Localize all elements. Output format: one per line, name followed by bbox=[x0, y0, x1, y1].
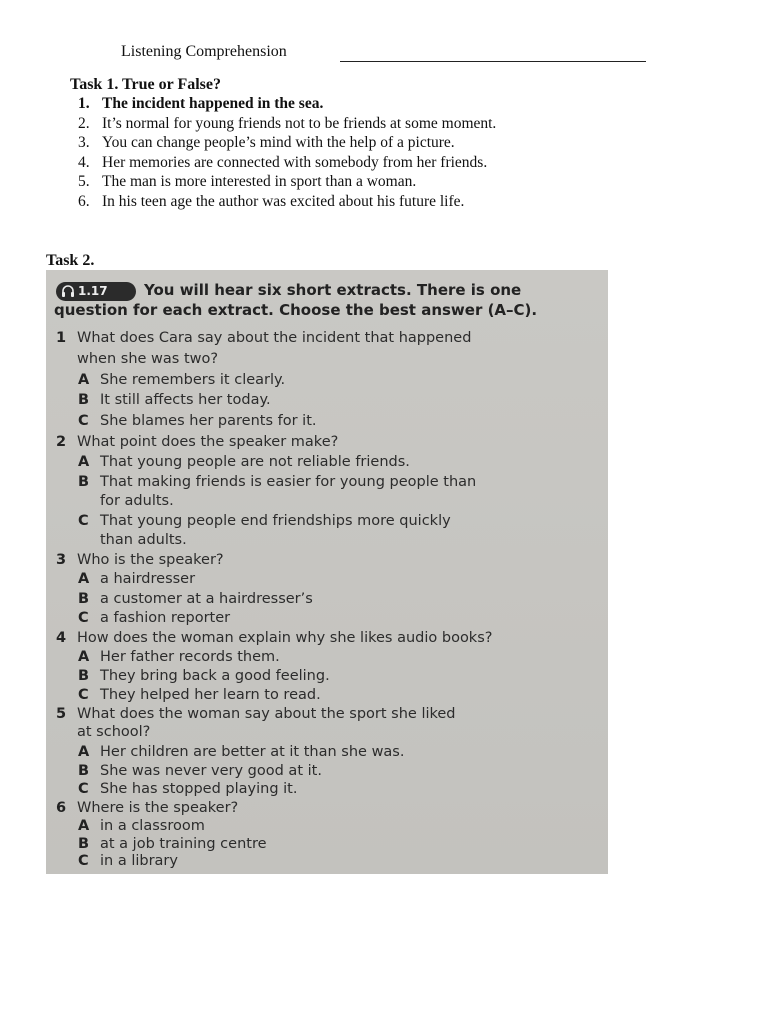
task1-title: Task 1. True or False? bbox=[70, 76, 221, 93]
track-number: 1.17 bbox=[78, 284, 108, 298]
list-item: 1. The incident happened in the sea. bbox=[78, 95, 324, 112]
list-item: 2. It’s normal for young friends not to be friends at some moment. bbox=[78, 114, 497, 132]
task2-instruction: You will hear six short extracts. There is one question for each extract. Choose the best answer (A–C). bbox=[54, 281, 538, 319]
list-item: 5. The man is more interested in sport than a woman. bbox=[78, 173, 417, 191]
task2-title: Task 2. bbox=[46, 252, 95, 269]
page-title: Listening Comprehension bbox=[121, 43, 287, 60]
list-item: 6. In his teen age the author was excited about his future life. bbox=[78, 192, 465, 210]
list-item: 3. You can change people’s mind with the help of a picture. bbox=[78, 134, 455, 152]
true-false-list bbox=[78, 94, 496, 212]
list-item: 4. Her memories are connected with somebody from her friends. bbox=[78, 153, 488, 171]
name-blank-line bbox=[340, 61, 646, 62]
textbook-photo: 1.17 You will hear six short extracts. There is one question for each extract. Choose the best answer (A–C). 1 What does Cara say about the incident that happened when she was two? A She remembers it clearly. B It still affects her today. C She blames her parents for it. 2 What point does the speaker make? A That young people are not reliable friends. B That making friends is easier for young people than for adults. C That young people end friendships more quickly than adults. 3 Who is the speaker? A a hairdresser B a customer at a hairdresser’s C a fashion reporter 4 How does the woman explain why she likes audio books? A Her father records them. B They bring back a good feeling. C They helped her learn to read. 5 What does the woman say about the sport she liked at school? A Her children are better at it than she was. B She was never very good at it. C She has stopped playing it. 6 Where is the speaker? A in a classroom B at a job training centre C in a library bbox=[46, 270, 608, 874]
